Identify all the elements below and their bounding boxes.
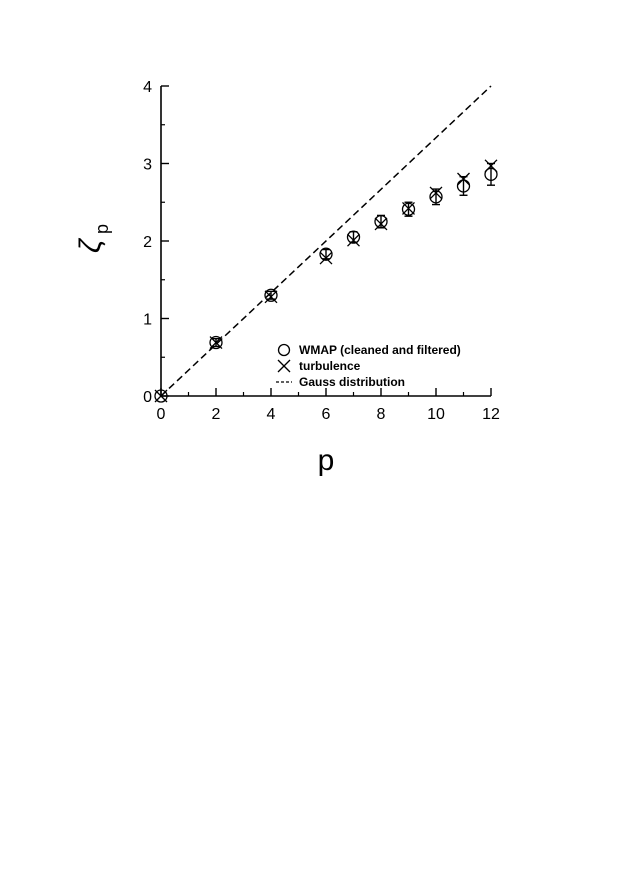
y-tick-label: 3 bbox=[143, 156, 152, 174]
error-bars bbox=[212, 164, 495, 347]
y-tick-label: 1 bbox=[143, 311, 152, 329]
x-axis-title-group bbox=[318, 444, 335, 477]
legend-label-turbulence: turbulence bbox=[299, 359, 361, 373]
x-tick-label: 8 bbox=[376, 406, 386, 423]
legend-label-wmap: WMAP (cleaned and filtered) bbox=[299, 343, 461, 357]
legend-circle-marker bbox=[279, 345, 290, 356]
y-axis-title-subscript: p bbox=[92, 223, 112, 234]
x-tick-label: 0 bbox=[156, 406, 166, 423]
y-tick-label: 0 bbox=[143, 389, 152, 406]
x-axis-title: p bbox=[317, 444, 335, 477]
x-tick-label: 10 bbox=[427, 406, 445, 423]
y-axis-title-group bbox=[74, 224, 112, 253]
x-ticks bbox=[157, 388, 500, 423]
y-axis-title: ζ bbox=[74, 239, 107, 253]
x-tick-label: 12 bbox=[482, 406, 500, 423]
legend-label-gauss: Gauss distribution bbox=[299, 375, 406, 389]
legend bbox=[276, 343, 461, 389]
legend-x-marker bbox=[278, 360, 290, 372]
y-ticks bbox=[143, 79, 169, 406]
x-tick-label: 4 bbox=[266, 406, 276, 423]
y-tick-label: 4 bbox=[143, 79, 152, 96]
x-tick-label: 2 bbox=[211, 406, 221, 423]
x-tick-label: 6 bbox=[321, 406, 331, 423]
y-tick-label: 2 bbox=[143, 234, 152, 251]
